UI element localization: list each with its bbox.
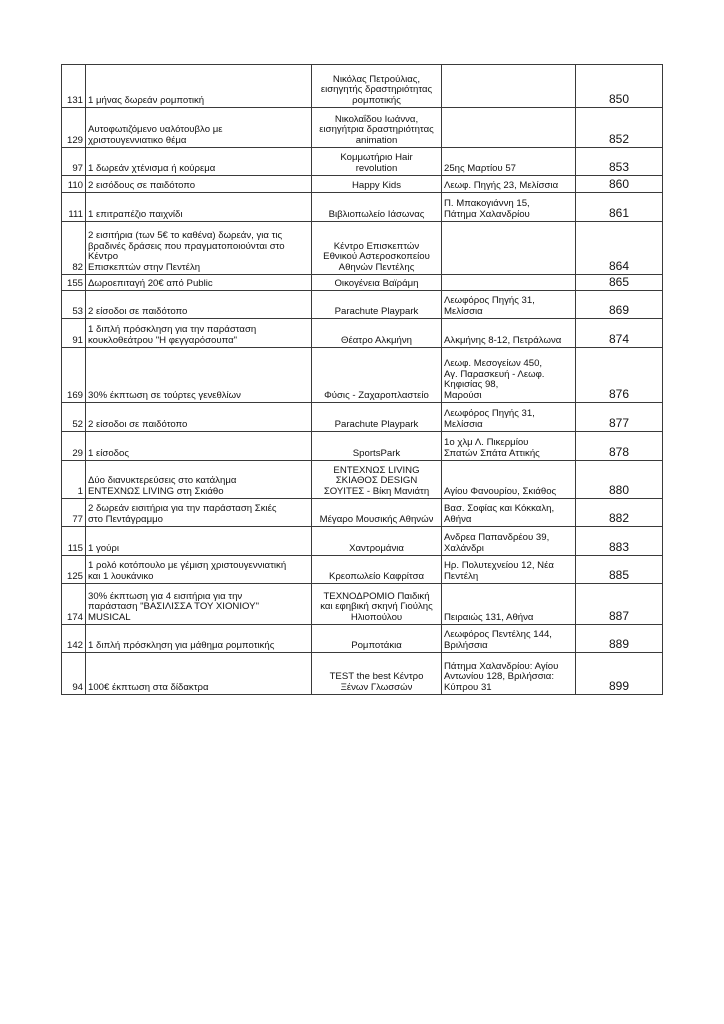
table-row [62, 556, 663, 584]
row-id-cell: 174 [62, 584, 86, 625]
address-cell [442, 275, 576, 291]
prize-description-line: 30% έκπτωση σε τούρτες γενεθλίων [88, 389, 241, 401]
prize-description-line: Δύο διανυκτερεύσεις στο κατάλημα [88, 475, 237, 487]
sponsor-line: Μέγαρο Μουσικής Αθηνών [319, 513, 434, 525]
address-line: Λεωφόρος Πεντέλης 144, [444, 629, 552, 641]
row-id-cell: 125 [62, 556, 86, 584]
table-row [62, 291, 663, 319]
prize-description-line: παράσταση "ΒΑΣΙΛΙΣΣΑ ΤΟΥ ΧΙΟΝΙΟΥ" [88, 601, 259, 613]
table-row [62, 275, 663, 291]
address-cell [442, 148, 576, 176]
prize-description-cell [86, 461, 312, 499]
address-line: Λεωφ. Μεσογείων 450, [444, 358, 543, 370]
sponsor-line: ρομποτικής [352, 94, 401, 106]
sponsor-line: εισηγήτρια δραστηριότητας [319, 124, 434, 136]
ticket-number-cell: 882 [576, 499, 663, 527]
table-row [62, 65, 663, 108]
address-line: Βασ. Σοφίας και Κόκκαλη, [444, 503, 555, 515]
sponsor-line: Νικολαΐδου Ιωάννα, [334, 113, 419, 125]
prize-description-line: βραδινές δράσεις που πραγματοποιούνται στο [88, 240, 285, 252]
prize-description-cell [86, 176, 312, 193]
address-cell [442, 625, 576, 653]
sponsor-cell [312, 348, 442, 403]
ticket-number-cell: 887 [576, 584, 663, 625]
ticket-number-cell: 869 [576, 291, 663, 319]
prize-description-line: 1 γούρι [88, 542, 119, 554]
sponsor-line: Φύσις - Ζαχαροπλαστείο [324, 389, 429, 401]
prize-description-line: κουκλοθεάτρου "Η φεγγαρόσουπα" [88, 334, 238, 346]
ticket-number-cell: 885 [576, 556, 663, 584]
table-row [62, 432, 663, 461]
row-id-cell: 142 [62, 625, 86, 653]
row-id-cell: 111 [62, 193, 86, 222]
row-id-cell: 97 [62, 148, 86, 176]
sponsor-cell [312, 432, 442, 461]
ticket-number-cell: 889 [576, 625, 663, 653]
ticket-number-cell: 852 [576, 108, 663, 148]
prize-description-cell [86, 348, 312, 403]
sponsor-line: Βιβλιοπωλείο Ιάσωνας [328, 208, 425, 220]
ticket-number-cell: 865 [576, 275, 663, 291]
table-row [62, 348, 663, 403]
address-cell [442, 584, 576, 625]
ticket-number-cell: 860 [576, 176, 663, 193]
prize-description-line: 30% έκπτωση για 4 εισιτήρια για την [88, 590, 243, 602]
address-line: Κηφισίας 98, [444, 379, 499, 391]
row-id-cell: 52 [62, 403, 86, 432]
address-cell [442, 653, 576, 695]
table-row [62, 584, 663, 625]
sponsor-cell [312, 65, 442, 108]
sponsor-cell [312, 527, 442, 556]
sponsor-line: Parachute Playpark [334, 418, 419, 430]
row-id-cell: 1 [62, 461, 86, 499]
address-cell [442, 222, 576, 275]
address-line: Αλκμήνης 8-12, Πετράλωνα [444, 334, 562, 346]
address-cell [442, 291, 576, 319]
prize-description-cell [86, 527, 312, 556]
address-line: Χαλάνδρι [444, 542, 484, 554]
sponsor-cell [312, 291, 442, 319]
sponsor-line: εισηγητής δραστηριότητας [320, 84, 433, 96]
sponsor-line: Νικόλας Πετρούλιας, [332, 73, 421, 85]
prize-description-line: χριστουγεννιατικο θέμα [88, 134, 187, 146]
table-row [62, 148, 663, 176]
ticket-number-cell: 876 [576, 348, 663, 403]
sponsor-cell [312, 461, 442, 499]
prize-description-cell [86, 148, 312, 176]
ticket-number-cell: 874 [576, 319, 663, 348]
sponsor-line: Εθνικού Αστεροσκοπείου [323, 251, 430, 263]
sponsor-cell [312, 625, 442, 653]
sponsor-cell [312, 556, 442, 584]
table-row [62, 499, 663, 527]
sponsor-line: Οικογένεια Βαϊράμη [334, 277, 419, 289]
ticket-number-cell: 861 [576, 193, 663, 222]
ticket-number-cell: 864 [576, 222, 663, 275]
address-line: Κύπρου 31 [444, 681, 492, 693]
address-line: Λεωφ. Πηγής 23, Μελίσσια [444, 179, 559, 191]
address-cell [442, 403, 576, 432]
sponsor-cell [312, 319, 442, 348]
sponsor-line: SportsPark [352, 447, 401, 459]
sponsor-cell [312, 193, 442, 222]
sponsor-line: Ρομποτάκια [351, 639, 402, 651]
row-id-cell: 82 [62, 222, 86, 275]
address-line: Αθήνα [444, 513, 472, 525]
prize-description-line: και 1 λουκάνικο [88, 570, 154, 582]
prize-description-cell [86, 65, 312, 108]
row-id-cell: 53 [62, 291, 86, 319]
sponsor-line: και εφηβική σκηνή Γιούλης [320, 601, 433, 613]
address-line: Μελίσσια [444, 418, 483, 430]
address-line: Ηρ. Πολυτεχνείου 12, Νέα [444, 560, 554, 572]
row-id-cell: 169 [62, 348, 86, 403]
address-line: Αγ. Παρασκευή - Λεωφ. [444, 368, 545, 380]
row-id-cell: 94 [62, 653, 86, 695]
sponsor-line: revolution [355, 162, 398, 174]
sponsor-cell [312, 499, 442, 527]
prize-description-line: Δωροεπιταγή 20€ από Public [88, 277, 213, 289]
sponsor-cell [312, 403, 442, 432]
address-line: Ανδρεα Παπανδρέου 39, [444, 532, 550, 544]
sponsor-line: Ηλιοπούλου [350, 611, 403, 623]
prize-table [61, 64, 663, 695]
address-line: Σπατών Σπάτα Αττικής [444, 447, 540, 459]
sponsor-cell [312, 176, 442, 193]
sponsor-line: ΕΝΤΕΧΝΩΣ LIVING [333, 464, 420, 476]
ticket-number-cell: 850 [576, 65, 663, 108]
table-row [62, 176, 663, 193]
sponsor-line: ΤΕΧΝΟΔΡΟΜΙΟ Παιδική [323, 590, 430, 602]
prize-description-cell [86, 275, 312, 291]
row-id-cell: 77 [62, 499, 86, 527]
sponsor-line: Θέατρο Αλκμήνη [341, 334, 412, 346]
row-id-cell: 155 [62, 275, 86, 291]
address-cell [442, 193, 576, 222]
table-row [62, 403, 663, 432]
sponsor-line: ΣΟΥΙΤΕΣ - Βίκη Μανιάτη [323, 485, 430, 497]
ticket-number-cell: 877 [576, 403, 663, 432]
prize-description-line: 1 διπλή πρόσκληση για την παράσταση [88, 324, 257, 336]
address-cell [442, 499, 576, 527]
prize-description-cell [86, 193, 312, 222]
address-cell [442, 348, 576, 403]
table-row [62, 319, 663, 348]
prize-description-cell [86, 222, 312, 275]
prize-description-line: 1 ρολό κοτόπουλο με γέμιση χριστουγεννιατική [88, 560, 287, 572]
address-line: Λεωφόρος Πηγής 31, [444, 408, 535, 420]
sponsor-line: Κρεοπωλείο Καφρίτσα [328, 570, 425, 582]
prize-description-line: ΕΝΤΕΧΝΩΣ LIVING στη Σκιάθο [88, 485, 224, 497]
prize-description-cell [86, 556, 312, 584]
sponsor-line: Χαντρομάνια [349, 542, 404, 554]
table-row [62, 108, 663, 148]
prize-table-body [62, 65, 663, 695]
sponsor-line: Ξένων Γλωσσών [340, 681, 413, 693]
prize-description-line: 2 εισόδους σε παιδότοπο [88, 179, 196, 191]
sponsor-line: Αθηνών Πεντέλης [338, 261, 415, 273]
prize-description-line: 1 διπλή πρόσκληση για μάθημα ρομποτικής [88, 639, 275, 651]
row-id-cell: 110 [62, 176, 86, 193]
prize-description-line: 1 επιτραπέζιο παιχνίδι [88, 208, 183, 220]
address-cell [442, 65, 576, 108]
table-row [62, 527, 663, 556]
sponsor-cell [312, 148, 442, 176]
row-id-cell: 129 [62, 108, 86, 148]
prize-description-cell [86, 319, 312, 348]
prize-description-cell [86, 108, 312, 148]
row-id-cell: 115 [62, 527, 86, 556]
address-cell [442, 432, 576, 461]
prize-description-line: 2 εισιτήρια (των 5€ το καθένα) δωρεάν, για τις [88, 230, 283, 242]
prize-description-line: MUSICAL [88, 611, 131, 623]
row-id-cell: 29 [62, 432, 86, 461]
sponsor-cell [312, 108, 442, 148]
prize-description-cell [86, 584, 312, 625]
address-line: Μελίσσια [444, 305, 483, 317]
prize-description-line: 2 είσοδοι σε παιδότοπο [88, 418, 188, 430]
prize-description-line: 1 μήνας δωρεάν ρομποτική [88, 94, 205, 106]
prize-description-line: 2 είσοδοι σε παιδότοπο [88, 305, 188, 317]
ticket-number-cell: 899 [576, 653, 663, 695]
prize-description-cell [86, 499, 312, 527]
prize-description-line: στο Πεντάγραμμο [88, 513, 163, 525]
table-row [62, 653, 663, 695]
sponsor-line: Κομμωτήριο Hair [340, 152, 413, 164]
address-line: Πειραιώς 131, Αθήνα [444, 611, 534, 623]
sponsor-line: ΣΚΙΑΘΟΣ DESIGN [335, 475, 418, 487]
prize-description-line: 100€ έκπτωση στα δίδακτρα [88, 681, 209, 693]
sponsor-line: Happy Kids [351, 179, 402, 191]
address-cell [442, 556, 576, 584]
address-line: 25ης Μαρτίου 57 [444, 162, 516, 174]
address-line: Λεωφόρος Πηγής 31, [444, 295, 535, 307]
address-line: Βριλήσσια [444, 639, 488, 651]
prize-description-cell [86, 432, 312, 461]
address-cell [442, 461, 576, 499]
row-id-cell: 131 [62, 65, 86, 108]
address-line: Π. Μπακογιάννη 15, [444, 198, 530, 210]
sponsor-cell [312, 222, 442, 275]
prize-description-cell [86, 625, 312, 653]
address-line: Πάτημα Χαλανδρίου: Αγίου [444, 660, 559, 672]
prize-description-line: 1 είσοδος [88, 447, 129, 459]
prize-description-cell [86, 403, 312, 432]
table-row [62, 625, 663, 653]
address-line: 1ο χλμ Λ. Πικερμίου [444, 437, 529, 449]
ticket-number-cell: 880 [576, 461, 663, 499]
sponsor-cell [312, 275, 442, 291]
address-cell [442, 527, 576, 556]
address-line: Μαρούσι [444, 389, 482, 401]
address-cell [442, 319, 576, 348]
sponsor-cell [312, 584, 442, 625]
address-line: Πάτημα Χαλανδρίου [444, 208, 530, 220]
sponsor-line: Κέντρο Επισκεπτών [333, 240, 420, 252]
table-row [62, 222, 663, 275]
prize-description-line: Αυτοφωτιζόμενο υαλότουβλο με [88, 124, 223, 136]
address-line: Αγίου Φανουρίου, Σκιάθος [444, 485, 557, 497]
table-row [62, 193, 663, 222]
sponsor-line: Parachute Playpark [334, 305, 419, 317]
prize-description-line: Επισκεπτών στην Πεντέλη [88, 261, 201, 273]
address-cell [442, 108, 576, 148]
address-cell [442, 176, 576, 193]
sponsor-cell [312, 653, 442, 695]
address-line: Πεντέλη [444, 570, 479, 582]
prize-description-line: 2 δωρεάν εισιτήρια για την παράσταση Σκιές [88, 503, 277, 515]
sponsor-line: animation [355, 134, 398, 146]
prize-description-line: 1 δωρεάν χτένισμα ή κούρεμα [88, 162, 216, 174]
table-row [62, 461, 663, 499]
ticket-number-cell: 878 [576, 432, 663, 461]
prize-description-line: Κέντρο [88, 251, 119, 263]
prize-description-cell [86, 653, 312, 695]
prize-description-cell [86, 291, 312, 319]
row-id-cell: 91 [62, 319, 86, 348]
sponsor-line: TEST the best Κέντρο [329, 671, 424, 683]
ticket-number-cell: 883 [576, 527, 663, 556]
ticket-number-cell: 853 [576, 148, 663, 176]
address-line: Αντωνίου 128, Βριλήσσια: [444, 671, 554, 683]
